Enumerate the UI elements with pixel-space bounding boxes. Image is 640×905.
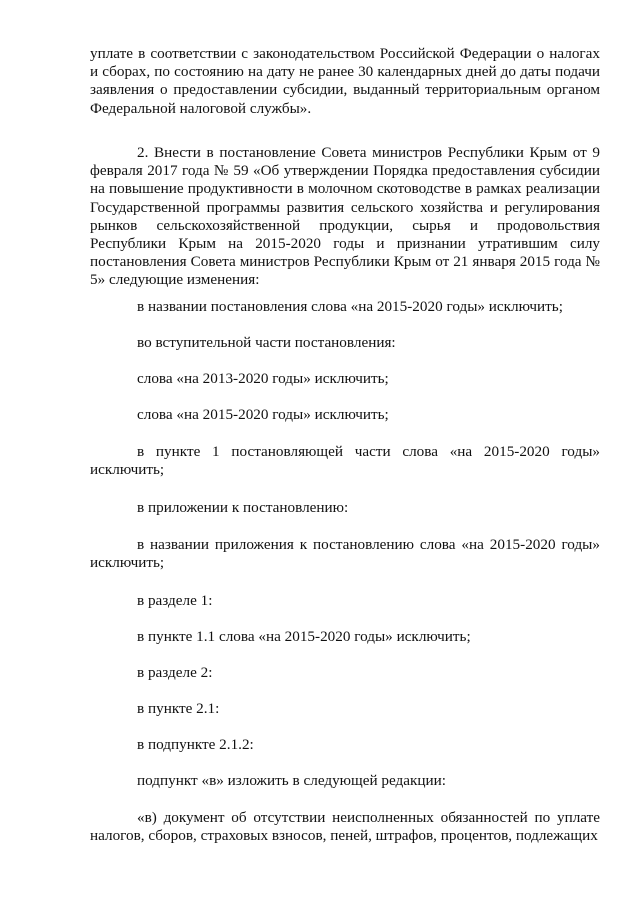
paragraph-appendix: в приложении к постановлению: [137, 499, 349, 516]
paragraph-subpoint-2-1-2: в подпункте 2.1.2: [137, 736, 254, 753]
paragraph-point-2-1: в пункте 2.1: [137, 700, 220, 717]
paragraph-point-1-1: в пункте 1.1 слова «на 2015-2020 годы» исключить; [137, 628, 471, 645]
paragraph-appendix-title: в названии приложения к постановлению слова «на 2015-2020 годы» исключить; [90, 536, 600, 572]
paragraph-new-text: «в) документ об отсутствии неисполненных обязанностей по уплате налогов, сборов, страховых взносов, пеней, штрафов, процентов, подлежащих [90, 809, 600, 845]
paragraph-point-1: в пункте 1 постановляющей части слова «на 2015-2020 годы» исключить; [90, 443, 600, 479]
paragraph-subpoint-v: подпункт «в» изложить в следующей редакции: [137, 772, 446, 789]
paragraph-continuation: уплате в соответствии с законодательством Российской Федерации о налогах и сборах, по состоянию на дату не ранее 30 календарных дней до даты подачи заявления о предоставлении субсидии, выданный территориальным органом Федеральной налоговой службы». [90, 45, 600, 117]
paragraph-words-2013: слова «на 2013-2020 годы» исключить; [137, 370, 389, 387]
paragraph-section-2: в разделе 2: [137, 664, 213, 681]
paragraph-preamble: во вступительной части постановления: [137, 334, 396, 351]
paragraph-section-1: в разделе 1: [137, 592, 213, 609]
paragraph-words-2015: слова «на 2015-2020 годы» исключить; [137, 406, 389, 423]
paragraph-item-2: 2. Внести в постановление Совета министров Республики Крым от 9 февраля 2017 года № 59 «Об утверждении Порядка предоставления субсидии на повышение продуктивности в молочном скотоводстве в рамках реализации Государственной программы развития сельского хозяйства и регулирования рынков сельскохозяйственной продукции, сырья и продовольствия Республики Крым на 2015-2020 годы и признании утратившим силу постановления Совета министров Республики Крым от 21 января 2015 года № 5» следующие изменения: [90, 144, 600, 289]
paragraph-title-change: в названии постановления слова «на 2015-2020 годы» исключить; [137, 298, 563, 315]
